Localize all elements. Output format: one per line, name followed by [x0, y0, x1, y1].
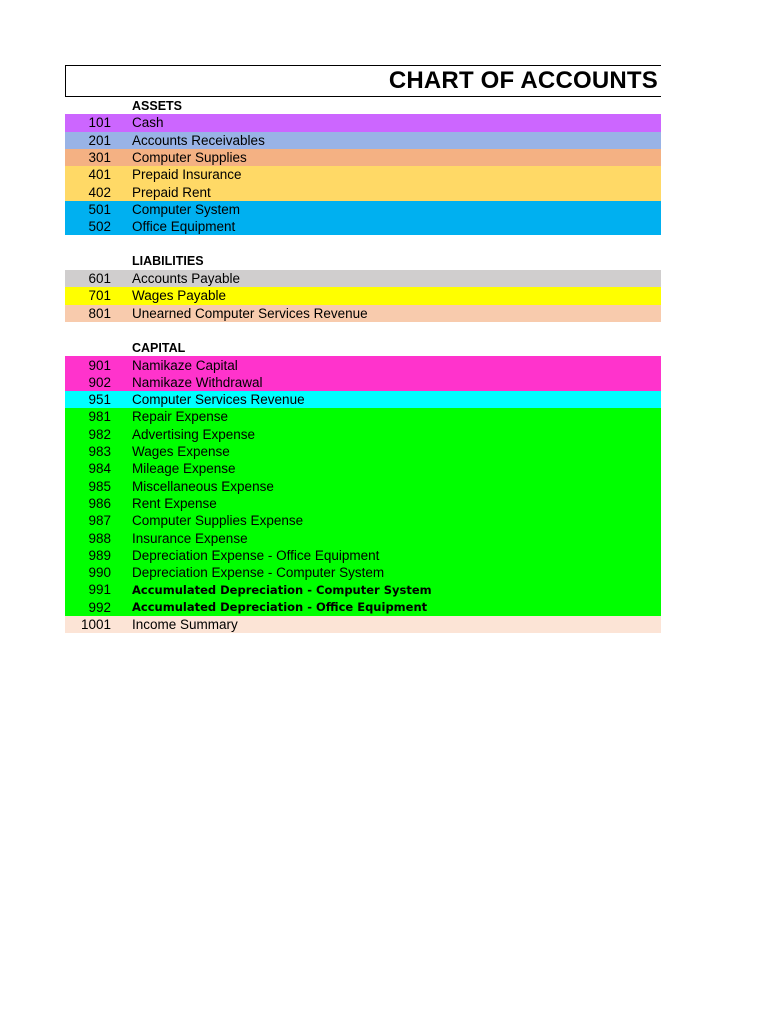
account-code: 401 — [88, 167, 111, 183]
account-row — [65, 495, 661, 512]
account-code: 701 — [88, 288, 111, 304]
section-gap — [65, 235, 661, 252]
account-row — [65, 478, 661, 495]
account-name: Accounts Receivables — [132, 132, 265, 148]
section-heading — [65, 253, 661, 270]
account-name: Computer Services Revenue — [132, 392, 305, 408]
account-row — [65, 564, 661, 581]
account-name: Namikaze Withdrawal — [132, 374, 263, 390]
title-box — [65, 65, 661, 97]
account-code: 402 — [88, 184, 111, 200]
account-code: 201 — [88, 132, 111, 148]
account-row — [65, 114, 661, 131]
account-code: 1001 — [80, 617, 111, 633]
account-name: Accumulated Depreciation - Computer System — [132, 582, 432, 597]
account-name: Prepaid Rent — [132, 184, 211, 200]
account-name: Computer Supplies Expense — [132, 513, 304, 529]
account-code: 984 — [88, 461, 111, 477]
account-code: 301 — [88, 150, 111, 166]
account-name: Accumulated Depreciation - Office Equipment — [132, 600, 428, 615]
account-code: 951 — [88, 392, 111, 408]
account-code: 988 — [88, 530, 111, 546]
account-row — [65, 149, 661, 166]
account-row — [65, 183, 661, 200]
section-heading-label: CAPITAL — [132, 340, 186, 355]
account-name: Prepaid Insurance — [132, 167, 242, 183]
section-heading — [65, 339, 661, 356]
account-code: 801 — [88, 305, 111, 321]
account-row — [65, 218, 661, 235]
account-sections — [65, 97, 661, 633]
account-code: 989 — [88, 547, 111, 563]
account-row — [65, 408, 661, 425]
account-row — [65, 581, 661, 598]
account-code: 981 — [88, 409, 111, 425]
account-code: 986 — [88, 495, 111, 511]
account-row — [65, 287, 661, 304]
account-name: Mileage Expense — [132, 461, 236, 477]
account-code: 985 — [88, 478, 111, 494]
account-name: Wages Payable — [132, 288, 227, 304]
account-code: 982 — [88, 426, 111, 442]
page-title: CHART OF ACCOUNTS — [388, 67, 658, 94]
account-name: Repair Expense — [132, 409, 229, 425]
account-code: 902 — [88, 374, 111, 390]
account-name: Computer Supplies — [132, 150, 247, 166]
account-row — [65, 270, 661, 287]
section-heading — [65, 97, 661, 114]
account-code: 101 — [88, 115, 111, 131]
account-name: Cash — [132, 115, 164, 131]
account-name: Depreciation Expense - Office Equipment — [132, 547, 380, 563]
account-name: Insurance Expense — [132, 530, 248, 546]
account-code: 983 — [88, 444, 111, 460]
chart-of-accounts-sheet — [65, 65, 661, 633]
account-row — [65, 460, 661, 477]
account-row — [65, 305, 661, 322]
account-name: Income Summary — [132, 617, 238, 633]
account-row — [65, 391, 661, 408]
account-row — [65, 132, 661, 149]
account-code: 987 — [88, 513, 111, 529]
account-code: 501 — [88, 201, 111, 217]
section-heading-label: ASSETS — [132, 98, 183, 113]
account-code: 601 — [88, 271, 111, 287]
account-name: Namikaze Capital — [132, 357, 238, 373]
account-name: Miscellaneous Expense — [132, 478, 274, 494]
account-code: 991 — [88, 582, 111, 598]
account-name: Computer System — [132, 201, 241, 217]
account-code: 992 — [88, 599, 111, 615]
account-name: Rent Expense — [132, 495, 217, 511]
account-row — [65, 201, 661, 218]
section-heading-label: LIABILITIES — [132, 254, 204, 269]
account-code: 502 — [88, 219, 111, 235]
account-row — [65, 599, 661, 616]
account-row — [65, 374, 661, 391]
account-row — [65, 529, 661, 546]
section-gap — [65, 322, 661, 339]
account-name: Advertising Expense — [132, 426, 256, 442]
account-row — [65, 356, 661, 373]
account-row — [65, 443, 661, 460]
account-name: Accounts Payable — [132, 271, 241, 287]
account-row — [65, 547, 661, 564]
account-row — [65, 426, 661, 443]
account-name: Depreciation Expense - Computer System — [132, 565, 385, 581]
account-code: 901 — [88, 357, 111, 373]
account-name: Office Equipment — [132, 219, 236, 235]
account-row — [65, 166, 661, 183]
account-row — [65, 616, 661, 633]
account-name: Unearned Computer Services Revenue — [132, 305, 368, 321]
account-name: Wages Expense — [132, 444, 230, 460]
account-row — [65, 512, 661, 529]
account-code: 990 — [88, 565, 111, 581]
